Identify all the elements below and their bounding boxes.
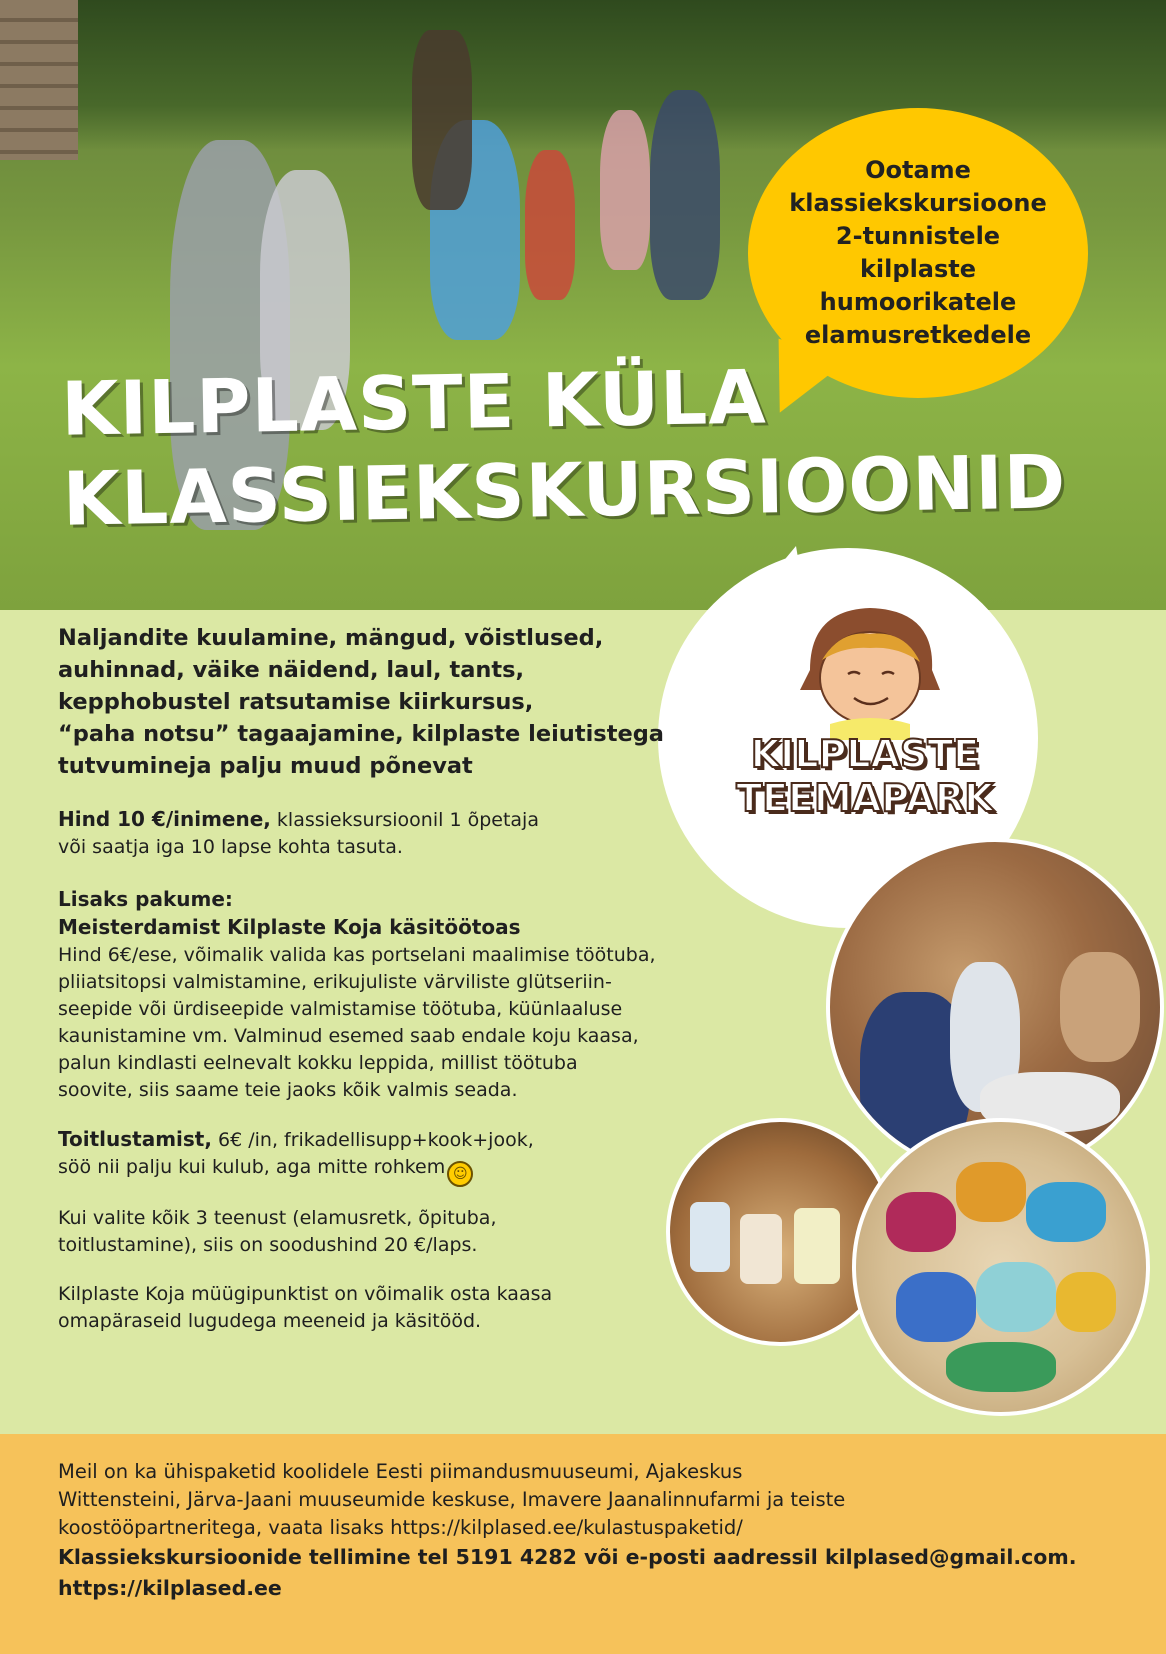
log-building <box>0 0 78 160</box>
soap <box>946 1342 1056 1392</box>
food-text: söö nii palju kui kulub, aga mitte rohkem <box>58 1156 446 1178</box>
price-text: või saatja iga 10 lapse kohta tasuta. <box>58 836 403 858</box>
footer-text <box>58 1458 1148 1604</box>
intro-line: kepphobustel ratsutamise kiirkursus, <box>58 689 534 715</box>
speech-bubble <box>748 108 1108 438</box>
bubble-line: humoorikatele <box>819 288 1017 316</box>
extras-line: pliiatsitopsi valmistamine, erikujuliste värviliste glütseriin- <box>58 971 612 993</box>
shop-paragraph <box>58 1281 748 1335</box>
child-figure <box>525 150 575 300</box>
soap <box>896 1272 976 1342</box>
title-line-2: KLASSIEKSKURSIOONID <box>62 439 1067 543</box>
food-paragraph <box>58 1126 748 1187</box>
intro-line: tutvumineja palju muud põnevat <box>58 753 473 779</box>
price-text: klassieksursioonil 1 õpetaja <box>270 809 539 831</box>
kilplane-face-icon <box>790 600 950 740</box>
speech-bubble-body <box>748 108 1088 398</box>
price-paragraph <box>58 806 748 861</box>
extras-line: kaunistamine vm. Valminud esemed saab endale koju kaasa, <box>58 1025 639 1047</box>
bubble-line: elamusretkedele <box>804 321 1032 349</box>
shop-line: omapäraseid lugudega meeneid ja käsitööd. <box>58 1310 482 1332</box>
food-label: Toitlustamist, <box>58 1127 212 1151</box>
price-label: Hind 10 €/inimene, <box>58 807 271 831</box>
partners-line: koostööpartneritega, vaata lisaks https://kilplased.ee/kulastuspaketid/ <box>58 1516 743 1539</box>
bubble-line: klassiekskursioone <box>789 189 1047 217</box>
workshop-heading: Meisterdamist Kilplaste Koja käsitöötoas <box>58 915 521 939</box>
food-text: 6€ /in, frikadellisupp+kook+jook, <box>211 1129 534 1151</box>
statue <box>412 30 472 210</box>
extras-line: palun kindlasti eelnevalt kokku leppida, millist töötuba <box>58 1052 578 1074</box>
soap <box>956 1162 1026 1222</box>
speech-bubble-text <box>788 154 1048 352</box>
soap <box>886 1192 956 1252</box>
title-line-1: KILPLASTE KÜLA <box>60 354 768 453</box>
child-figure <box>1060 952 1140 1062</box>
partners-paragraph <box>58 1458 1148 1542</box>
child-figure <box>600 110 650 270</box>
website-link[interactable]: https://kilplased.ee <box>58 1576 282 1600</box>
bubble-line: 2-tunnistele <box>835 222 1001 250</box>
discount-line: Kui valite kõik 3 teenust (elamusretk, õpituba, <box>58 1207 497 1229</box>
extras-heading: Lisaks pakume: <box>58 887 233 911</box>
partners-line: Meil on ka ühispaketid koolidele Eesti piimandusmuuseumi, Ajakeskus <box>58 1460 743 1483</box>
intro-line: auhinnad, väike näidend, laul, tants, <box>58 657 525 683</box>
child-figure <box>650 90 720 300</box>
discount-line: toitlustamine), siis on soodushind 20 €/laps. <box>58 1234 478 1256</box>
smiley-icon: ☺ <box>447 1161 473 1187</box>
extras-line: soovite, siis saame teie jaoks kõik valmis seada. <box>58 1079 518 1101</box>
soaps-photo <box>852 1118 1150 1416</box>
discount-paragraph <box>58 1205 748 1259</box>
partners-line: Wittensteini, Järva-Jaani muuseumide keskuse, Imavere Jaanalinnufarmi ja teiste <box>58 1488 846 1511</box>
main-text <box>58 622 748 1335</box>
soap <box>976 1262 1056 1332</box>
logo-line-2: TEEMAPARK <box>736 776 994 820</box>
intro-paragraph <box>58 622 748 782</box>
intro-line: “paha notsu” tagaajamine, kilplaste leiutistega <box>58 721 664 747</box>
order-info: Klassiekskursioonide tellimine tel 5191 4282 või e-posti aadressil kilplased@gmail.com. <box>58 1545 1077 1569</box>
shop-line: Kilplaste Koja müügipunktist on võimalik osta kaasa <box>58 1283 553 1305</box>
bubble-line: kilplaste <box>859 255 977 283</box>
candle <box>794 1208 840 1284</box>
logo-wordmark <box>730 732 1000 820</box>
logo-line-1: KILPLASTE <box>750 732 980 776</box>
extras-line: seepide või ürdiseepide valmistamise töötuba, küünlaaluse <box>58 998 623 1020</box>
extras-line: Hind 6€/ese, võimalik valida kas portselani maalimise töötuba, <box>58 944 656 966</box>
soap <box>1026 1182 1106 1242</box>
footer-band <box>0 1434 1166 1654</box>
intro-line: Naljandite kuulamine, mängud, võistlused, <box>58 625 604 651</box>
soap <box>1056 1272 1116 1332</box>
extras-paragraph <box>58 886 748 1104</box>
bubble-line: Ootame <box>865 156 971 184</box>
